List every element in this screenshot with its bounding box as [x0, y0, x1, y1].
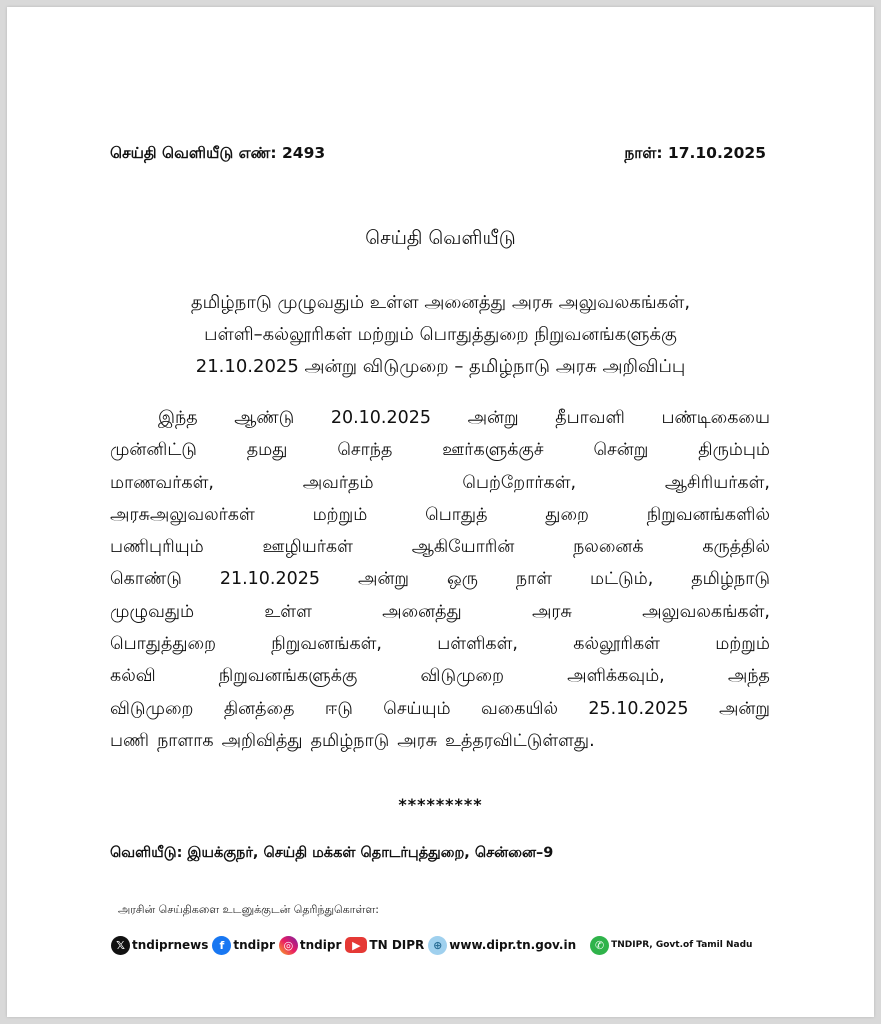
social-link-youtube[interactable] [345, 937, 424, 953]
body-word: அளிக்கவும், [567, 666, 665, 687]
whatsapp-icon: ✆ [590, 936, 609, 955]
body-word: அறிவித்து [221, 730, 303, 751]
body-line [110, 467, 770, 499]
body-line [110, 531, 770, 563]
social-label: TN DIPR [369, 938, 425, 952]
body-word: நாளாக [157, 730, 214, 751]
body-word: மாணவர்கள், [110, 472, 214, 493]
social-label: TNDIPR, Govt.of Tamil Nadu [611, 940, 753, 950]
footer-caption: அரசின் செய்திகளை உடனுக்குடன் தெரிந்துகொள்ள: [118, 903, 379, 916]
social-link-instagram[interactable] [279, 936, 342, 955]
social-links [111, 933, 756, 957]
body-word: ஈடு [324, 698, 353, 719]
x-icon: 𝕏 [111, 936, 130, 955]
release-date: நாள்: 17.10.2025 [624, 144, 766, 162]
youtube-icon: ▶ [345, 937, 367, 953]
body-word: வகையில் [480, 698, 558, 719]
body-word: ஆசிரியர்கள், [664, 472, 770, 493]
body-word: நிறுவனங்கள், [271, 634, 382, 655]
document-page [7, 7, 874, 1017]
body-word: ஊர்களுக்குச் [442, 440, 544, 461]
social-label: www.dipr.tn.gov.in [449, 938, 577, 952]
body-word: அன்று [718, 698, 770, 719]
body-word: ஊழியர்கள் [262, 537, 353, 558]
body-word: ஆகியோரின் [411, 537, 515, 558]
body-word: செய்யும் [383, 698, 451, 719]
body-word: ஒரு [447, 569, 478, 590]
body-word: முன்னிட்டு [110, 440, 197, 461]
body-paragraph [110, 402, 770, 757]
social-label: tndipr [299, 938, 342, 952]
body-line [110, 628, 770, 660]
social-footer [105, 885, 763, 967]
body-word: 21.10.2025 [219, 569, 321, 590]
body-word: அன்று [358, 569, 410, 590]
release-number: செய்தி வெளியீடு எண்: 2493 [110, 144, 326, 162]
social-link-facebook[interactable] [212, 936, 275, 955]
separator: ********* [398, 795, 483, 814]
body-word: தினத்தை [223, 698, 295, 719]
instagram-icon: ◎ [279, 936, 298, 955]
social-link-globe[interactable] [428, 936, 576, 955]
body-line [110, 402, 770, 434]
body-word: தமிழ்நாடு [310, 730, 390, 751]
body-word: அரசு [397, 730, 438, 751]
body-word: உள்ள [264, 601, 312, 622]
body-word: தமது [246, 440, 288, 461]
subtitle-line: 21.10.2025 அன்று விடுமுறை – தமிழ்நாடு அரசு அறிவிப்பு [195, 356, 686, 377]
subtitle-line: தமிழ்நாடு முழுவதும் உள்ள அனைத்து அரசு அலுவலகங்கள், [190, 292, 691, 313]
body-word: மற்றும் [715, 634, 770, 655]
social-link-whatsapp[interactable] [590, 936, 752, 955]
body-word: முழுவதும் [110, 601, 195, 622]
body-word: பொதுத்துறை [110, 634, 217, 655]
body-word: விடுமுறை [110, 698, 194, 719]
document-header [110, 144, 766, 168]
body-word: கல்லூரிகள் [573, 634, 660, 655]
body-word: அன்று [467, 408, 519, 428]
body-word: பொதுத் [425, 504, 488, 525]
body-word: கொண்டு [110, 569, 182, 590]
social-link-x[interactable] [111, 936, 208, 955]
body-word: அந்த [727, 666, 770, 687]
globe-icon: ⊕ [428, 936, 447, 955]
subtitle-line: பள்ளி–கல்லூரிகள் மற்றும் பொதுத்துறை நிறுவனங்களுக்கு [204, 324, 677, 345]
body-word: 25.10.2025 [588, 698, 689, 719]
body-line [110, 563, 770, 595]
body-word: பணி [110, 730, 150, 751]
body-line [110, 434, 770, 466]
body-line [110, 693, 770, 725]
body-word: அலுவலகங்கள், [642, 601, 770, 622]
body-word: கருத்தில் [702, 537, 770, 558]
body-word: சென்று [593, 440, 649, 461]
body-line [110, 660, 770, 692]
body-word: மட்டும், [590, 569, 654, 590]
body-word: பெற்றோர்கள், [462, 472, 577, 493]
body-word: மற்றும் [312, 504, 368, 525]
body-word: அனைத்து [382, 601, 462, 622]
social-label: tndipr [233, 938, 275, 952]
body-word: சொந்த [337, 440, 393, 461]
body-word: திரும்பும் [698, 440, 770, 461]
body-word: பண்டிகையை [661, 408, 770, 428]
body-word: இந்த [158, 408, 198, 428]
body-line [110, 499, 770, 531]
body-word: நிறுவனங்களுக்கு [218, 666, 358, 687]
social-label: tndiprnews [132, 938, 209, 952]
body-word: நிறுவனங்களில் [646, 504, 770, 525]
body-word: ஆண்டு [234, 408, 295, 428]
body-word: அரசு [531, 601, 572, 622]
body-word: கல்வி [110, 666, 156, 687]
facebook-icon: f [212, 936, 231, 955]
body-word: நாள் [515, 569, 553, 590]
body-word: துறை [545, 504, 589, 525]
body-word: தமிழ்நாடு [691, 569, 770, 590]
document-title: செய்தி வெளியீடு [365, 227, 516, 249]
body-word: அவர்தம் [302, 472, 374, 493]
body-line [110, 725, 770, 757]
document-subtitle [67, 287, 814, 383]
body-word: உத்தரவிட்டுள்ளது. [445, 730, 595, 751]
body-word: 20.10.2025 [330, 408, 432, 428]
body-word: நலனைக் [573, 537, 644, 558]
body-line [110, 596, 770, 628]
body-word: அரசுஅலுவலர்கள் [110, 504, 255, 525]
body-word: விடுமுறை [420, 666, 504, 687]
body-word: பள்ளிகள், [437, 634, 518, 655]
body-word: தீபாவளி [555, 408, 625, 428]
body-word: பணிபுரியும் [110, 537, 204, 558]
released-by: வெளியீடு: இயக்குநர், செய்தி மக்கள் தொடர்புத்துறை, சென்னை–9 [110, 845, 554, 861]
